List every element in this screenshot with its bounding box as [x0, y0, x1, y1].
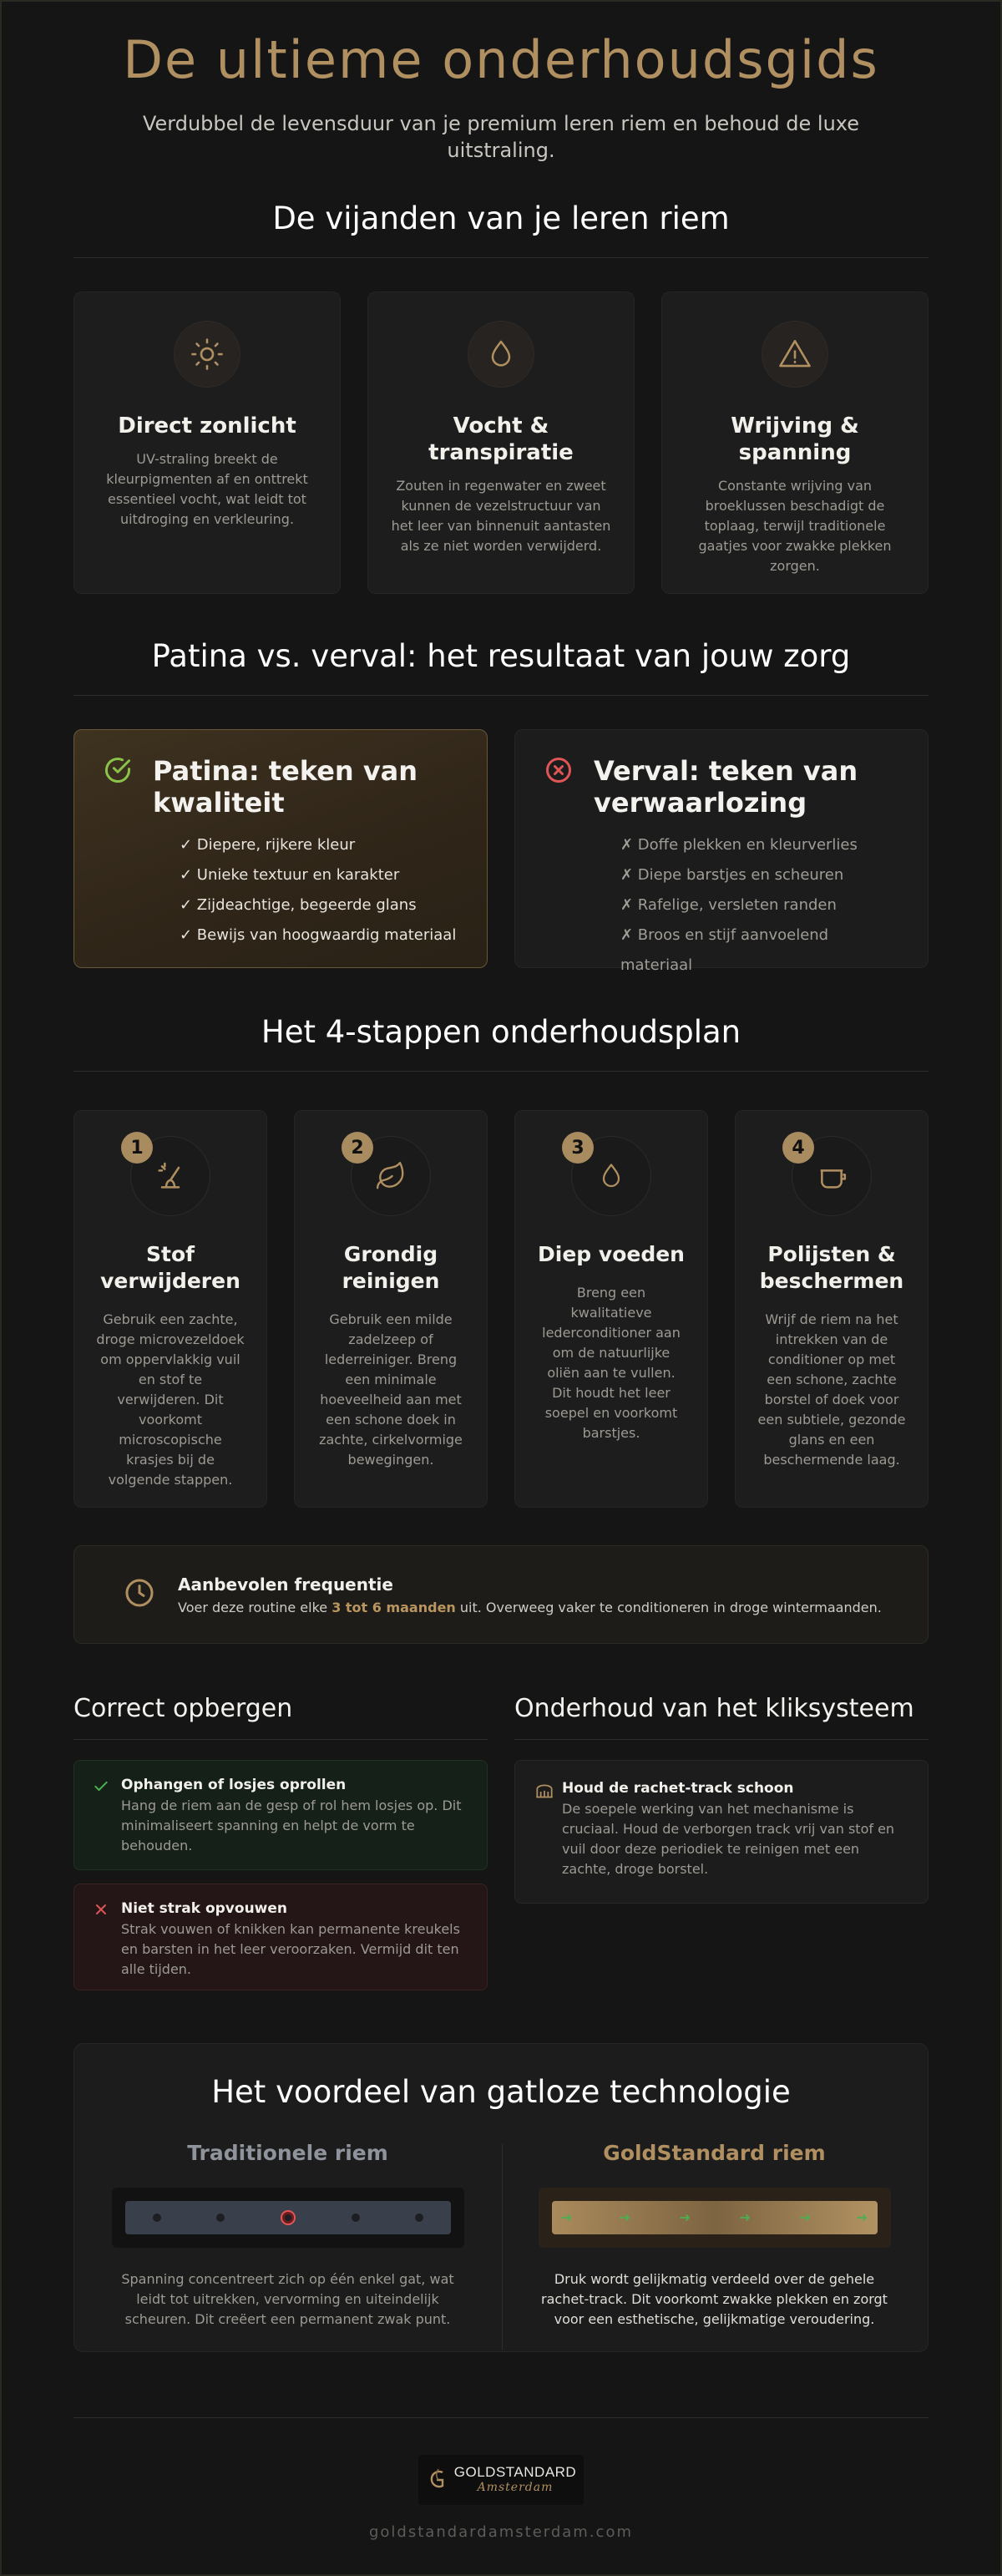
- traditional-belt-illustration: [112, 2188, 464, 2248]
- frequency-callout: [73, 1545, 929, 1644]
- page-subtitle: Verdubbel de levensduur van je premium leren riem en behoud de luxe uitstraling.: [142, 112, 860, 162]
- storage-do-tip: [73, 1760, 488, 1870]
- patina-bad-list: [620, 830, 899, 981]
- check-circle-icon: [103, 755, 136, 789]
- clock-icon: [123, 1576, 156, 1613]
- tip-text: Strak vouwen of knikken kan permanente kreukels en barsten in het leer veroorzaken. Vermijd dit ten alle tijden.: [121, 1921, 460, 1977]
- list-item: ✗ Broos en stijf aanvoelend materiaal: [620, 926, 829, 974]
- step-title: Polijsten & beschermen: [759, 1242, 904, 1293]
- step-card-4: [735, 1110, 929, 1508]
- traditional-title: Traditionele riem: [187, 2141, 388, 2165]
- dust-brush-icon: [130, 1136, 210, 1216]
- divider: [73, 695, 929, 696]
- tip-text: Hang de riem aan de gesp of rol hem losjes op. Dit minimaliseert spanning en helpt de vorm te behouden.: [121, 1798, 462, 1853]
- patina-title: Patina vs. verval: het resultaat van jouw zorg: [151, 638, 851, 674]
- divider: [502, 2144, 503, 2350]
- storage-column: [73, 1692, 488, 1990]
- step-title: Diep voeden: [538, 1242, 685, 1266]
- leaf-icon: [351, 1136, 431, 1216]
- tip-title: Houd de rachet-track schoon: [562, 1780, 794, 1797]
- traditional-belt: [125, 2201, 451, 2234]
- footer: [73, 2417, 929, 2541]
- step-number: 4: [782, 1132, 814, 1164]
- goldstandard-text: Druk wordt gelijkmatig verdeeld over de gehele rachet-track. Dit voorkomt zwakke plekken en zorgt voor een esthetische, gelijkmatige veroudering.: [541, 2271, 888, 2327]
- divider: [73, 257, 929, 258]
- gapless-title: Het voordeel van gatloze technologie: [211, 2074, 791, 2110]
- goldstandard-column: [501, 2141, 928, 2330]
- click-tip: [514, 1760, 929, 1904]
- step-number: 2: [342, 1132, 373, 1164]
- drop-icon: [571, 1136, 651, 1216]
- tip-title: Niet strak opvouwen: [121, 1900, 288, 1917]
- logo-mark-icon: [426, 2466, 448, 2494]
- logo-line-2: Amsterdam: [477, 2481, 554, 2494]
- sun-icon: [174, 321, 240, 388]
- step-title: Stof verwijderen: [100, 1242, 240, 1293]
- enemy-card-friction: [661, 292, 929, 594]
- frequency-highlight: 3 tot 6 maanden: [331, 1599, 456, 1615]
- storage-dont-tip: [73, 1884, 488, 1990]
- footer-url-link[interactable]: goldstandardamsterdam.com: [368, 2523, 634, 2541]
- enemy-card-text: UV-straling breekt de kleurpigmenten af en onttrekt essentieel vocht, wat leidt tot uitdroging en verkleuring.: [106, 451, 308, 527]
- goldstandard-belt: [552, 2201, 878, 2234]
- step-number: 3: [562, 1132, 594, 1164]
- patina-good-title: Patina: teken van kwaliteit: [153, 755, 418, 819]
- steps-section: [73, 1014, 929, 1508]
- check-icon: [93, 1776, 121, 1854]
- list-item: ✓ Unieke textuur en karakter: [180, 866, 400, 884]
- step-text: Wrijf de riem na het intrekken van de conditioner op met een schone, zachte borstel of doek voor een subtiele, gezonde glans en een beschermende laag.: [757, 1311, 906, 1468]
- patina-section: [73, 638, 929, 974]
- x-icon: [93, 1899, 121, 1975]
- tip-text: De soepele werking van het mechanisme is cruciaal. Houd de verborgen track vrij van stof en vuil door deze periodiek te reinigen met een zachte, droge borstel.: [562, 1801, 895, 1877]
- brand-logo[interactable]: [418, 2455, 584, 2505]
- traditional-column: [74, 2141, 501, 2330]
- divider: [73, 1739, 488, 1740]
- care-columns: [73, 1692, 929, 1990]
- list-item: ✓ Zijdeachtige, begeerde glans: [180, 896, 417, 914]
- click-system-column: [514, 1692, 929, 1990]
- steps-title: Het 4-stappen onderhoudsplan: [261, 1014, 741, 1050]
- goldstandard-belt-illustration: [539, 2188, 891, 2248]
- frequency-text-after: uit. Overweeg vaker te conditioneren in droge wintermaanden.: [455, 1599, 882, 1615]
- page-title: De ultieme onderhoudsgids: [123, 29, 879, 90]
- frequency-title: Aanbevolen frequentie: [178, 1574, 393, 1595]
- x-circle-icon: [544, 755, 577, 789]
- enemy-card-text: Constante wrijving van broeklussen beschadigt de toplaag, terwijl traditionele gaatjes voor zwakke plekken zorgen.: [698, 478, 892, 574]
- enemies-section: [73, 200, 929, 594]
- divider: [73, 2417, 929, 2418]
- divider: [514, 1739, 929, 1740]
- list-item: ✗ Diepe barstjes en scheuren: [620, 866, 844, 884]
- step-text: Gebruik een zachte, droge microvezeldoek om oppervlakkig vuil en stof te verwijderen. Dit voorkomt microscopische krasjes bij de volgende stappen.: [96, 1311, 245, 1488]
- list-item: ✓ Bewijs van hoogwaardig materiaal: [180, 926, 457, 944]
- step-card-1: [73, 1110, 267, 1508]
- step-number: 1: [121, 1132, 153, 1164]
- pot-icon: [792, 1136, 872, 1216]
- warning-icon: [762, 321, 828, 388]
- list-item: ✗ Rafelige, versleten randen: [620, 896, 837, 914]
- patina-bad-title: Verval: teken van verwaarlozing: [594, 755, 858, 819]
- step-title: Grondig reinigen: [342, 1242, 440, 1293]
- enemy-card-moisture: [367, 292, 635, 594]
- frequency-text: [178, 1600, 882, 1615]
- page-header: [73, 29, 929, 164]
- gapless-section: [73, 2043, 929, 2352]
- patina-good-card: [73, 729, 488, 968]
- click-title: Onderhoud van het kliksysteem: [514, 1694, 914, 1723]
- frequency-text-before: Voer deze routine elke: [178, 1599, 332, 1615]
- enemies-title: De vijanden van je leren riem: [272, 200, 730, 236]
- enemy-card-sun: [73, 292, 341, 594]
- enemy-card-title: Direct zonlicht: [118, 413, 296, 439]
- list-item: ✗ Doffe plekken en kleurverlies: [620, 836, 858, 854]
- enemy-card-title: Wrijving & spanning: [731, 413, 859, 465]
- step-card-2: [294, 1110, 488, 1508]
- patina-good-list: [180, 830, 458, 951]
- tip-title: Ophangen of losjes oprollen: [121, 1777, 347, 1793]
- enemy-card-title: Vocht & transpiratie: [428, 413, 574, 465]
- list-item: ✓ Diepere, rijkere kleur: [180, 836, 356, 854]
- track-icon: [534, 1779, 562, 1888]
- traditional-text: Spanning concentreert zich op één enkel gat, wat leidt tot uitrekken, vervorming en uiteindelijk scheuren. Dit creëert een permanent zwak punt.: [121, 2271, 454, 2327]
- patina-bad-card: [514, 729, 929, 974]
- step-card-3: [514, 1110, 708, 1508]
- step-text: Gebruik een milde zadelzeep of lederreiniger. Breng een minimale hoeveelheid aan met een schone doek in zachte, cirkelvormige bewegingen.: [319, 1311, 463, 1468]
- water-drop-icon: [468, 321, 534, 388]
- logo-line-1: GOLDSTANDARD: [453, 2464, 577, 2480]
- step-text: Breng een kwalitatieve lederconditioner aan om de natuurlijke oliën aan te vullen. Dit houdt het leer soepel en voorkomt barstjes.: [542, 1285, 681, 1441]
- storage-title: Correct opbergen: [73, 1694, 293, 1723]
- goldstandard-title: GoldStandard riem: [603, 2141, 826, 2165]
- divider: [73, 1071, 929, 1072]
- enemy-card-text: Zouten in regenwater en zweet kunnen de vezelstructuur van het leer van binnenuit aantasten als ze niet worden verwijderd.: [391, 478, 611, 554]
